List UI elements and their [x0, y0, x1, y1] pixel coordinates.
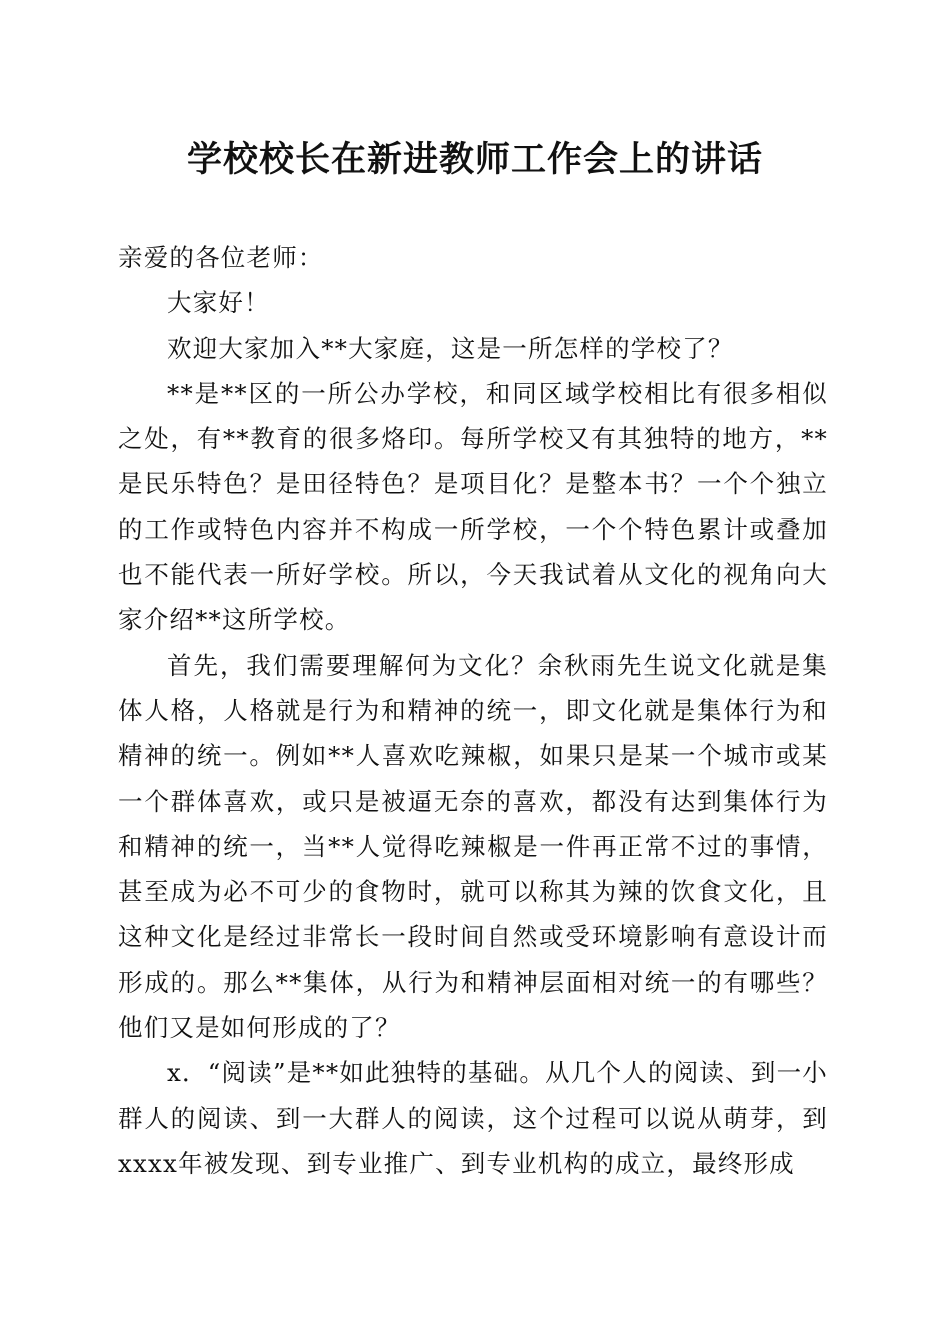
paragraph-reading-foundation: x．“阅读”是**如此独特的基础。从几个人的阅读、到一小群人的阅读、到一大群人的阅读，这个过程可以说从萌芽，到xxxx年被发现、到专业推广、到专业机构的成立，最终形成	[118, 1058, 828, 1178]
paragraph-culture-definition: 首先，我们需要理解何为文化？余秋雨先生说文化就是集体人格，人格就是行为和精神的统一，即文化就是集体行为和精神的统一。例如**人喜欢吃辣椒，如果只是某一个城市或某一个群体喜欢，或只是被逼无奈的喜欢，都没有达到集体行为和精神的统一，当**人觉得吃辣椒是一件再正常不过的事情，甚至成为必不可少的食物时，就可以称其为辣的饮食文化，且这种文化是经过非常长一段时间自然或受环境影响有意设计而形成的。那么**集体，从行为和精神层面相对统一的有哪些？他们又是如何形成的了？	[118, 650, 828, 1043]
paragraph-greeting: 大家好！	[167, 288, 270, 318]
paragraph-welcome: 欢迎大家加入**大家庭，这是一所怎样的学校了？	[167, 333, 734, 363]
document-title: 学校校长在新进教师工作会上的讲话	[186, 139, 763, 180]
salutation: 亲爱的各位老师：	[118, 243, 324, 272]
document-body	[118, 235, 828, 1186]
paragraph-school-intro: **是**区的一所公办学校，和同区域学校相比有很多相似之处，有**教育的很多烙印。每所学校又有其独特的地方，**是民乐特色？是田径特色？是项目化？是整本书？一个个独立的工作或特色内容并不构成一所学校，一个个特色累计或叠加也不能代表一所好学校。所以，今天我试着从文化的视角向大家介绍**这所学校。	[118, 378, 828, 635]
